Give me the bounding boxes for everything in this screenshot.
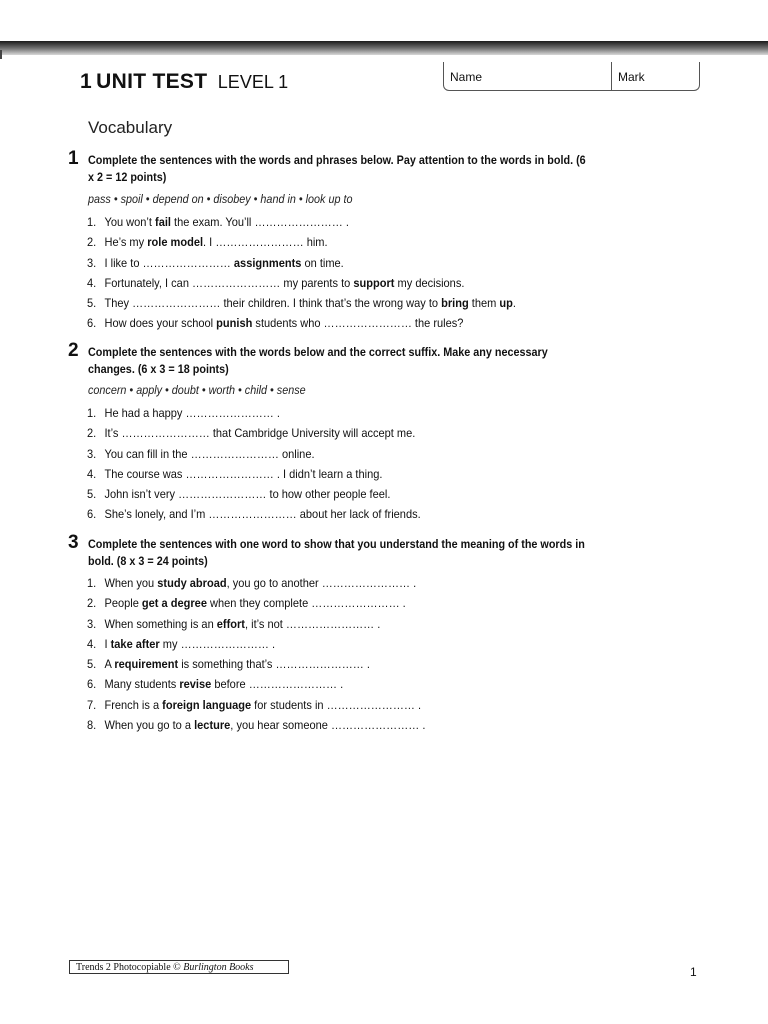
item-text: He had a happy …………………… . — [104, 406, 280, 420]
copyright-text: Trends 2 Photocopiable © — [76, 962, 184, 973]
item-text: He’s my — [104, 235, 148, 250]
bold-keyword: take after — [110, 636, 160, 651]
item-text: You can fill in the …………………… online. — [104, 446, 315, 461]
exercise-item — [87, 596, 425, 616]
item-text: when they complete …………………… . — [206, 596, 406, 611]
item-number: 4. — [87, 466, 97, 481]
exercise-number: 1 — [68, 148, 79, 169]
exercise-items — [87, 576, 455, 738]
bold-keyword: bring — [441, 296, 469, 311]
bold-keyword: support — [353, 275, 395, 290]
item-number: 7. — [87, 697, 97, 712]
item-text: A — [104, 657, 115, 672]
exercise-items — [87, 406, 450, 528]
item-text: She’s lonely, and I’m …………………… about her lack of friends. — [104, 507, 421, 522]
item-text: students who …………………… the rules? — [252, 316, 464, 331]
exercise-item — [87, 235, 516, 255]
exercise-item — [87, 657, 425, 677]
item-text: People — [104, 596, 142, 611]
item-text: French is a — [104, 697, 163, 712]
name-mark-box — [443, 62, 700, 91]
exercise-item — [87, 426, 421, 446]
item-number: 2. — [87, 596, 97, 611]
item-text: my decisions. — [394, 275, 465, 290]
exercise-item — [87, 316, 516, 336]
name-mark-divider — [611, 62, 612, 90]
item-number: 8. — [87, 718, 97, 733]
banner-edge-mark — [0, 50, 2, 59]
item-text: I — [104, 636, 111, 651]
exercise-item — [87, 447, 421, 467]
bold-keyword: effort — [216, 616, 245, 631]
bold-keyword: lecture — [194, 718, 231, 733]
unit-test-label: UNIT TEST — [96, 70, 208, 93]
exercise-item — [87, 256, 516, 276]
level-label: LEVEL 1 — [217, 72, 289, 92]
item-text: , you go to another …………………… . — [226, 576, 417, 590]
item-text: When something is an — [104, 616, 217, 631]
exercise-item — [87, 637, 425, 657]
item-text: How does your school — [104, 316, 217, 331]
item-number: 6. — [87, 316, 97, 331]
bold-keyword: fail — [155, 215, 171, 229]
exercise-instruction: Complete the sentences with the words and phrases below. Pay attention to the words in bold. (6 x 2 = 12 points) — [88, 153, 586, 184]
item-text: , it’s not …………………… . — [244, 616, 381, 631]
item-text: Fortunately, I can …………………… my parents to — [104, 275, 354, 290]
item-text: for students in …………………… . — [251, 697, 422, 712]
exercise-instruction: Complete the sentences with one word to show that you understand the meaning of the words in bold. (8 x 3 = 24 points) — [88, 537, 585, 568]
exercise-items — [87, 215, 553, 337]
item-text: my …………………… . — [159, 636, 276, 651]
exercise-instruction: Complete the sentences with the words below and the correct suffix. Make any necessary changes. (6 x 3 = 18 points) — [88, 345, 548, 376]
bold-keyword: get a degree — [141, 596, 207, 611]
bold-keyword: revise — [179, 677, 212, 692]
item-text: I like to …………………… — [104, 255, 234, 270]
item-number: 5. — [87, 487, 97, 502]
bold-keyword: foreign language — [162, 697, 252, 712]
page-number: 1 — [690, 965, 697, 979]
mark-field-label: Mark — [618, 70, 645, 84]
item-text: When you go to a — [104, 718, 195, 733]
item-text: the exam. You’ll …………………… . — [170, 215, 349, 229]
word-list: pass • spoil • depend on • disobey • hand in • look up to — [88, 192, 353, 206]
copyright-footer — [69, 960, 289, 974]
exercise-item — [87, 576, 425, 596]
item-text: You won’t — [104, 215, 156, 229]
item-text: , you hear someone …………………… . — [230, 718, 426, 733]
bold-keyword: assignments — [233, 255, 302, 270]
bold-keyword: punish — [216, 316, 253, 331]
item-text: . — [512, 296, 516, 311]
item-text: They …………………… their children. I think that’s the wrong way to — [104, 296, 442, 311]
item-number: 2. — [87, 426, 97, 441]
exercise-item — [87, 215, 516, 235]
section-title: Vocabulary — [88, 118, 173, 137]
item-text: The course was …………………… . I didn’t learn a thing. — [104, 466, 383, 481]
item-number: 2. — [87, 235, 97, 250]
item-number: 5. — [87, 657, 97, 672]
item-text: on time. — [301, 255, 344, 270]
exercise-item — [87, 276, 516, 296]
name-field-label: Name — [450, 70, 483, 84]
bold-keyword: up — [499, 296, 513, 311]
item-text: them — [468, 296, 500, 311]
item-number: 1. — [87, 406, 97, 420]
exercise-item — [87, 698, 425, 718]
item-number: 1. — [87, 215, 97, 229]
item-text: It’s …………………… that Cambridge University will accept me. — [104, 426, 416, 441]
item-text: . I …………………… him. — [203, 235, 328, 250]
item-number: 4. — [87, 275, 97, 290]
item-number: 6. — [87, 677, 97, 692]
item-number: 5. — [87, 296, 97, 311]
item-text: John isn’t very …………………… to how other people feel. — [104, 487, 391, 502]
exercise-item — [87, 507, 421, 527]
bold-keyword: study abroad — [157, 576, 227, 590]
item-text: When you — [104, 576, 158, 590]
exercise-number: 3 — [68, 532, 79, 553]
exercise-item — [87, 617, 425, 637]
publisher-name: Burlington Books — [183, 962, 254, 973]
item-number: 4. — [87, 636, 97, 651]
item-number: 3. — [87, 446, 97, 461]
bold-keyword: role model — [147, 235, 204, 250]
unit-number: 1 — [80, 70, 92, 93]
exercise-item — [87, 718, 425, 738]
item-number: 6. — [87, 507, 97, 522]
exercise-item — [87, 487, 421, 507]
word-list: concern • apply • doubt • worth • child • sense — [88, 383, 306, 397]
item-text: before …………………… . — [211, 677, 344, 692]
page-title — [80, 70, 288, 94]
exercise-item — [87, 677, 425, 697]
bold-keyword: requirement — [114, 657, 179, 672]
item-number: 3. — [87, 255, 97, 270]
exercise-item — [87, 467, 421, 487]
top-banner-bar — [0, 41, 768, 55]
item-number: 1. — [87, 576, 97, 590]
item-number: 3. — [87, 616, 97, 631]
item-text: is something that’s …………………… . — [178, 657, 370, 672]
exercise-item — [87, 406, 421, 426]
exercise-item — [87, 296, 516, 316]
exercise-number: 2 — [68, 340, 79, 361]
item-text: Many students — [104, 677, 180, 692]
